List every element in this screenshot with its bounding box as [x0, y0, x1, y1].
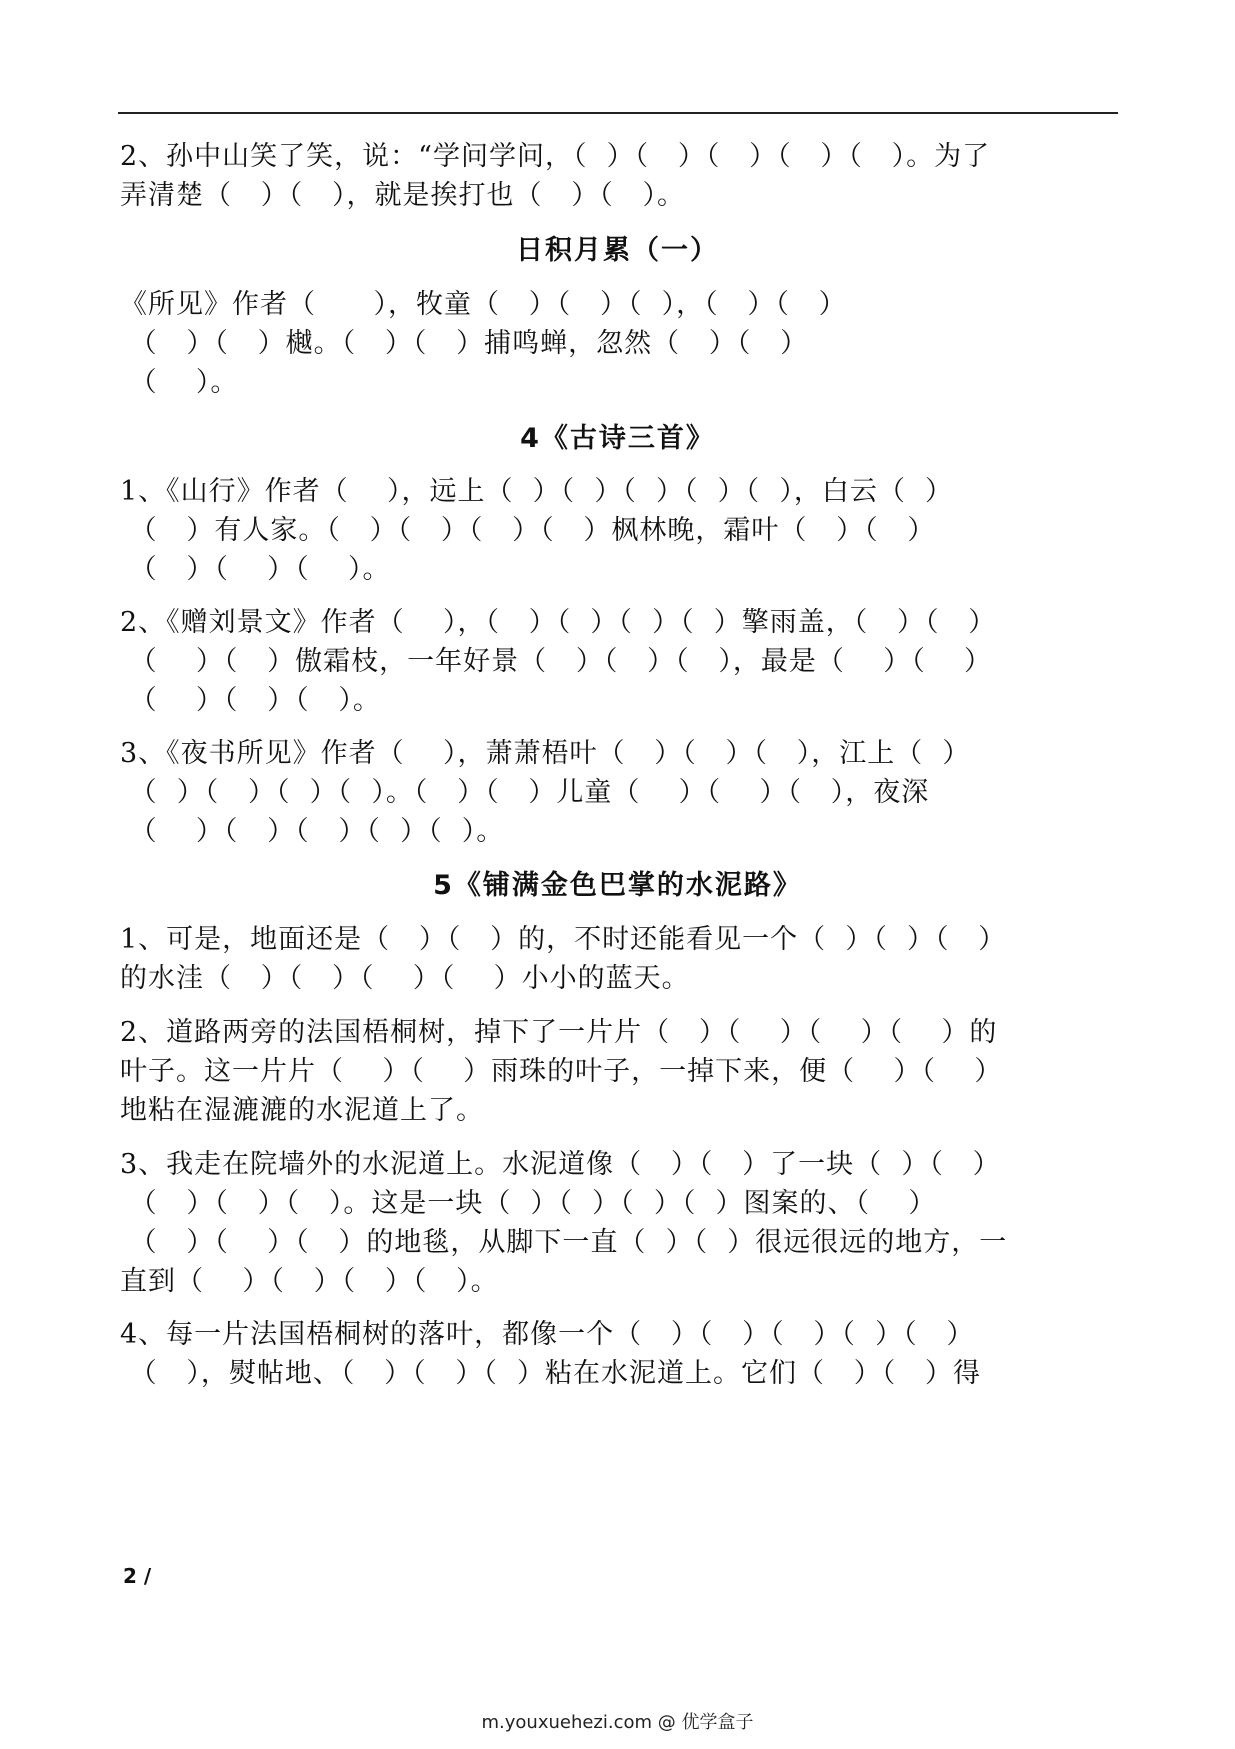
question-line: （ ）（ ）樾。（ ）（ ）捕鸣蝉，忽然（ ）（ ）	[120, 328, 809, 359]
question-line: 1、《山行》作者（ ），远上（ ）（ ）（ ）（ ）（ ），白云（ ）	[120, 476, 953, 507]
question-line: 地粘在湿漉漉的水泥道上了。	[120, 1095, 484, 1126]
question-line: 《所见》作者（ ），牧童（ ）（ ）（ ），（ ）（ ）	[120, 289, 847, 320]
question-line: 直到（ ）（ ）（ ）（ ）。	[120, 1266, 499, 1297]
question-line: （ ）（ ）（ ）（ ）（ ）。	[120, 816, 505, 847]
page-number: 2 /	[123, 1564, 152, 1588]
top-rule	[118, 112, 1118, 114]
question-line: 弄清楚（ ）（ ），就是挨打也（ ）（ ）。	[120, 180, 685, 211]
question-line: （ ）（ ）（ ）。	[120, 554, 391, 585]
question-line: （ ）（ ）（ ）。	[120, 685, 381, 716]
question-line: 4、每一片法国梧桐树的落叶，都像一个（ ）（ ）（ ）（ ）（ ）	[120, 1319, 975, 1350]
question-line: 2、《赠刘景文》作者（ ），（ ）（ ）（ ）（ ）擎雨盖，（ ）（ ）	[120, 607, 997, 638]
question-line: 的水洼（ ）（ ）（ ）（ ）小小的蓝天。	[120, 963, 690, 994]
section-title-lesson4: 4《古诗三首》	[520, 423, 715, 454]
question-line: （ ）（ ）傲霜枝，一年好景（ ）（ ）（ ），最是（ ）（ ）	[120, 646, 993, 677]
question-line: （ ）（ ）（ ）。这是一块（ ）（ ）（ ）（ ）图案的、（ ）	[120, 1188, 937, 1219]
question-line: （ ），熨帖地、（ ）（ ）（ ）粘在水泥道上。它们（ ）（ ）得	[120, 1358, 981, 1389]
question-line: 2、孙中山笑了笑，说：“学问学问，（ ）（ ）（ ）（ ）（ ）。为了	[120, 141, 991, 172]
question-line: 叶子。这一片片（ ）（ ）雨珠的叶子，一掉下来，便（ ）（ ）	[120, 1056, 1003, 1087]
question-line: （ ）（ ）（ ）（ ）。（ ）（ ）儿童（ ）（ ）（ ），夜深	[120, 777, 930, 808]
question-line: （ ）。	[120, 367, 239, 398]
section-title-lesson5: 5《铺满金色巴掌的水泥路》	[433, 870, 802, 901]
question-line: 3、《夜书所见》作者（ ），萧萧梧叶（ ）（ ）（ ），江上（ ）	[120, 738, 971, 769]
question-line: 1、可是，地面还是（ ）（ ）的，不时还能看见一个（ ）（ ）（ ）	[120, 924, 1007, 955]
question-line: （ ）（ ）（ ）的地毯，从脚下一直（ ）（ ）很远很远的地方，一	[120, 1227, 1008, 1258]
question-line: 2、道路两旁的法国梧桐树，掉下了一片片（ ）（ ）（ ）（ ）的	[120, 1017, 998, 1048]
question-line: 3、我走在院墙外的水泥道上。水泥道像（ ）（ ）了一块（ ）（ ）	[120, 1149, 1001, 1180]
section-title-rijiyuelei: 日积月累（一）	[516, 235, 719, 266]
question-line: （ ）有人家。（ ）（ ）（ ）（ ）枫林晚，霜叶（ ）（ ）	[120, 515, 936, 546]
footer-watermark: m.youxuehezi.com @ 优学盒子	[481, 1712, 754, 1733]
